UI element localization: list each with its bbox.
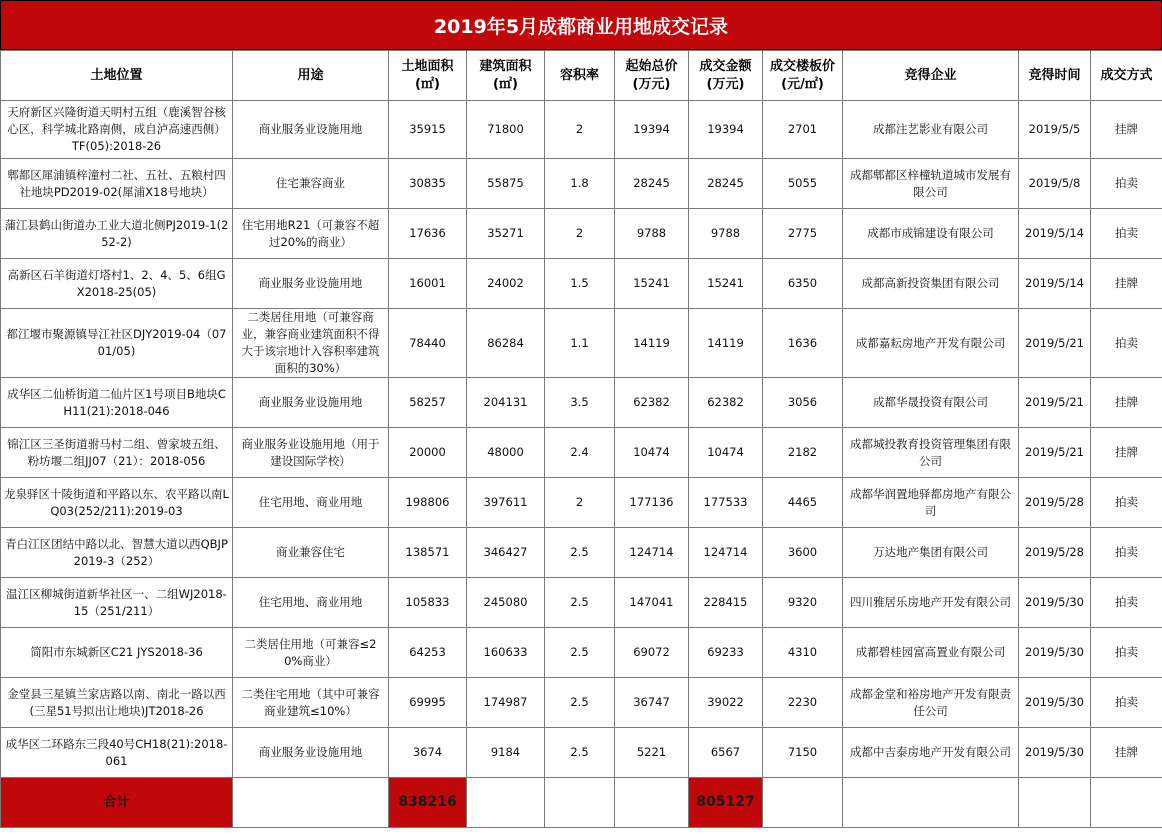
cell-plot-ratio: 2.5	[545, 678, 615, 728]
col-header-start-price: 起始总价(万元)	[615, 51, 689, 101]
page-title: 2019年5月成都商业用地成交记录	[0, 0, 1162, 50]
cell-building-area: 71800	[467, 101, 545, 159]
cell-usage: 商业服务业设施用地	[233, 259, 389, 309]
cell-date: 2019/5/30	[1019, 578, 1091, 628]
col-header-date: 竞得时间	[1019, 51, 1091, 101]
footer-deal-amount-total: 805127	[689, 778, 763, 828]
cell-land-area: 138571	[389, 528, 467, 578]
cell-usage: 住宅用地R21（可兼容不超过20%的商业）	[233, 209, 389, 259]
cell-deal-amount: 39022	[689, 678, 763, 728]
cell-method: 拍卖	[1091, 678, 1162, 728]
col-header-usage: 用途	[233, 51, 389, 101]
cell-date: 2019/5/30	[1019, 728, 1091, 778]
footer-blank-cell	[233, 778, 389, 828]
cell-method: 拍卖	[1091, 309, 1162, 378]
cell-floor-price: 2701	[763, 101, 843, 159]
cell-date: 2019/5/21	[1019, 428, 1091, 478]
cell-floor-price: 2230	[763, 678, 843, 728]
cell-start-price: 177136	[615, 478, 689, 528]
cell-winner: 成都郫都区梓橦轨道城市发展有限公司	[843, 159, 1019, 209]
cell-land-area: 58257	[389, 378, 467, 428]
cell-plot-ratio: 2.4	[545, 428, 615, 478]
cell-start-price: 147041	[615, 578, 689, 628]
cell-land-area: 78440	[389, 309, 467, 378]
cell-method: 拍卖	[1091, 528, 1162, 578]
cell-land-area: 64253	[389, 628, 467, 678]
cell-floor-price: 9320	[763, 578, 843, 628]
cell-winner: 成都城投教育投资管理集团有限公司	[843, 428, 1019, 478]
cell-location: 青白江区团结中路以北、智慧大道以西QBJP2019-3（252）	[1, 528, 233, 578]
cell-winner: 成都嘉耘房地产开发有限公司	[843, 309, 1019, 378]
cell-usage: 住宅用地、商业用地	[233, 578, 389, 628]
cell-plot-ratio: 1.8	[545, 159, 615, 209]
cell-plot-ratio: 1.1	[545, 309, 615, 378]
cell-usage: 商业服务业设施用地	[233, 728, 389, 778]
cell-building-area: 245080	[467, 578, 545, 628]
cell-date: 2019/5/14	[1019, 259, 1091, 309]
cell-location: 高新区石羊街道灯塔村1、2、4、5、6组GX2018-25(05)	[1, 259, 233, 309]
cell-land-area: 20000	[389, 428, 467, 478]
cell-building-area: 55875	[467, 159, 545, 209]
cell-deal-amount: 62382	[689, 378, 763, 428]
cell-start-price: 62382	[615, 378, 689, 428]
cell-location: 成华区二仙桥街道二仙片区1号项目B地块CH11(21):2018-046	[1, 378, 233, 428]
cell-method: 挂牌	[1091, 728, 1162, 778]
cell-start-price: 69072	[615, 628, 689, 678]
footer-blank-cell	[467, 778, 545, 828]
col-header-land-area: 土地面积(㎡)	[389, 51, 467, 101]
cell-floor-price: 2182	[763, 428, 843, 478]
table-row	[1, 478, 1162, 528]
col-header-deal-amount: 成交金额(万元)	[689, 51, 763, 101]
col-header-building-area: 建筑面积(㎡)	[467, 51, 545, 101]
cell-location: 龙泉驿区十陵街道和平路以东、农平路以南LQ03(252/211):2019-03	[1, 478, 233, 528]
cell-method: 拍卖	[1091, 578, 1162, 628]
cell-plot-ratio: 3.5	[545, 378, 615, 428]
cell-floor-price: 4465	[763, 478, 843, 528]
cell-start-price: 9788	[615, 209, 689, 259]
cell-floor-price: 4310	[763, 628, 843, 678]
cell-usage: 住宅用地、商业用地	[233, 478, 389, 528]
cell-location: 锦江区三圣街道驸马村二组、曾家坡五组、粉坊堰二组JJ07（21）：2018-056	[1, 428, 233, 478]
cell-land-area: 17636	[389, 209, 467, 259]
cell-start-price: 5221	[615, 728, 689, 778]
cell-floor-price: 5055	[763, 159, 843, 209]
cell-method: 拍卖	[1091, 159, 1162, 209]
cell-winner: 成都市成锦建设有限公司	[843, 209, 1019, 259]
table-row	[1, 159, 1162, 209]
cell-location: 天府新区兴隆街道天明村五组（鹿溪智谷核心区，科学城北路南侧，成自泸高速西侧）TF(05):2018-26	[1, 101, 233, 159]
cell-date: 2019/5/30	[1019, 628, 1091, 678]
cell-location: 温江区柳城街道新华社区一、二组WJ2018-15（251/211）	[1, 578, 233, 628]
table-row	[1, 259, 1162, 309]
cell-deal-amount: 124714	[689, 528, 763, 578]
col-header-winner: 竞得企业	[843, 51, 1019, 101]
cell-date: 2019/5/14	[1019, 209, 1091, 259]
cell-date: 2019/5/5	[1019, 101, 1091, 159]
table-body	[1, 101, 1162, 778]
cell-plot-ratio: 2	[545, 478, 615, 528]
cell-date: 2019/5/30	[1019, 678, 1091, 728]
cell-location: 简阳市东城新区C21 JYS2018-36	[1, 628, 233, 678]
table-row	[1, 728, 1162, 778]
table-footer-row	[1, 778, 1162, 828]
cell-building-area: 9184	[467, 728, 545, 778]
cell-building-area: 397611	[467, 478, 545, 528]
cell-land-area: 30835	[389, 159, 467, 209]
cell-start-price: 10474	[615, 428, 689, 478]
cell-winner: 成都注艺影业有限公司	[843, 101, 1019, 159]
cell-method: 挂牌	[1091, 101, 1162, 159]
footer-blank-cell	[763, 778, 843, 828]
cell-method: 挂牌	[1091, 378, 1162, 428]
cell-deal-amount: 6567	[689, 728, 763, 778]
cell-land-area: 105833	[389, 578, 467, 628]
cell-floor-price: 2775	[763, 209, 843, 259]
cell-winner: 成都碧桂园富高置业有限公司	[843, 628, 1019, 678]
footer-total-label: 合计	[1, 778, 233, 828]
cell-deal-amount: 19394	[689, 101, 763, 159]
table-row	[1, 428, 1162, 478]
footer-blank-cell	[1019, 778, 1091, 828]
col-header-location: 土地位置	[1, 51, 233, 101]
cell-plot-ratio: 2	[545, 209, 615, 259]
cell-building-area: 160633	[467, 628, 545, 678]
cell-location: 金堂县三星镇兰家店路以南、南北一路以西(三星51号拟出让地块)JT2018-26	[1, 678, 233, 728]
cell-usage: 商业服务业设施用地	[233, 378, 389, 428]
cell-start-price: 124714	[615, 528, 689, 578]
cell-winner: 成都高新投资集团有限公司	[843, 259, 1019, 309]
cell-deal-amount: 28245	[689, 159, 763, 209]
cell-method: 挂牌	[1091, 428, 1162, 478]
cell-plot-ratio: 2	[545, 101, 615, 159]
footer-blank-cell	[843, 778, 1019, 828]
cell-deal-amount: 10474	[689, 428, 763, 478]
table-row	[1, 378, 1162, 428]
cell-land-area: 69995	[389, 678, 467, 728]
cell-floor-price: 1636	[763, 309, 843, 378]
footer-blank-cell	[615, 778, 689, 828]
cell-winner: 四川雅居乐房地产开发有限公司	[843, 578, 1019, 628]
table-row	[1, 528, 1162, 578]
cell-method: 拍卖	[1091, 209, 1162, 259]
cell-building-area: 204131	[467, 378, 545, 428]
cell-usage: 二类居住用地（可兼容商业，兼容商业建筑面积不得大于该宗地计入容积率建筑面积的30%）	[233, 309, 389, 378]
cell-method: 拍卖	[1091, 478, 1162, 528]
footer-blank-cell	[545, 778, 615, 828]
cell-building-area: 86284	[467, 309, 545, 378]
cell-land-area: 3674	[389, 728, 467, 778]
cell-start-price: 19394	[615, 101, 689, 159]
cell-usage: 商业服务业设施用地（用于建设国际学校）	[233, 428, 389, 478]
land-deals-table	[0, 50, 1162, 828]
footer-blank-cell	[1091, 778, 1162, 828]
cell-floor-price: 7150	[763, 728, 843, 778]
cell-winner: 成都金堂和裕房地产开发有限责任公司	[843, 678, 1019, 728]
cell-floor-price: 6350	[763, 259, 843, 309]
cell-method: 挂牌	[1091, 259, 1162, 309]
cell-usage: 商业服务业设施用地	[233, 101, 389, 159]
cell-start-price: 36747	[615, 678, 689, 728]
col-header-plot-ratio: 容积率	[545, 51, 615, 101]
cell-start-price: 14119	[615, 309, 689, 378]
cell-plot-ratio: 2.5	[545, 528, 615, 578]
cell-winner: 成都华晟投资有限公司	[843, 378, 1019, 428]
cell-usage: 二类居住用地（可兼容≤20%商业）	[233, 628, 389, 678]
cell-plot-ratio: 2.5	[545, 578, 615, 628]
table-row	[1, 101, 1162, 159]
cell-building-area: 24002	[467, 259, 545, 309]
cell-method: 拍卖	[1091, 628, 1162, 678]
cell-deal-amount: 69233	[689, 628, 763, 678]
cell-floor-price: 3600	[763, 528, 843, 578]
cell-building-area: 346427	[467, 528, 545, 578]
table-row	[1, 678, 1162, 728]
cell-land-area: 198806	[389, 478, 467, 528]
cell-usage: 二类住宅用地（其中可兼容商业建筑≤10%）	[233, 678, 389, 728]
table-row	[1, 628, 1162, 678]
cell-deal-amount: 15241	[689, 259, 763, 309]
cell-plot-ratio: 2.5	[545, 628, 615, 678]
table-header-row	[1, 51, 1162, 101]
cell-start-price: 28245	[615, 159, 689, 209]
cell-plot-ratio: 2.5	[545, 728, 615, 778]
cell-location: 蒲江县鹤山街道办工业大道北侧PJ2019-1(252-2)	[1, 209, 233, 259]
cell-building-area: 35271	[467, 209, 545, 259]
cell-date: 2019/5/21	[1019, 378, 1091, 428]
cell-location: 都江堰市聚源镇导江社区DJY2019-04（0701/05)	[1, 309, 233, 378]
col-header-method: 成交方式	[1091, 51, 1162, 101]
col-header-floor-price: 成交楼板价(元/㎡)	[763, 51, 843, 101]
cell-deal-amount: 9788	[689, 209, 763, 259]
footer-land-area-total: 838216	[389, 778, 467, 828]
table-row	[1, 309, 1162, 378]
cell-usage: 住宅兼容商业	[233, 159, 389, 209]
table-row	[1, 209, 1162, 259]
cell-location: 成华区二环路东三段40号CH18(21):2018-061	[1, 728, 233, 778]
cell-location: 郫都区犀浦镇梓潼村二社、五社、五粮村四社地块PD2019-02(犀浦X18号地块）	[1, 159, 233, 209]
cell-date: 2019/5/8	[1019, 159, 1091, 209]
cell-winner: 成都华润置地驿都房地产有限公司	[843, 478, 1019, 528]
cell-deal-amount: 228415	[689, 578, 763, 628]
cell-winner: 万达地产集团有限公司	[843, 528, 1019, 578]
cell-start-price: 15241	[615, 259, 689, 309]
cell-deal-amount: 14119	[689, 309, 763, 378]
cell-plot-ratio: 1.5	[545, 259, 615, 309]
cell-usage: 商业兼容住宅	[233, 528, 389, 578]
cell-date: 2019/5/28	[1019, 478, 1091, 528]
cell-date: 2019/5/21	[1019, 309, 1091, 378]
cell-building-area: 174987	[467, 678, 545, 728]
cell-land-area: 35915	[389, 101, 467, 159]
cell-land-area: 16001	[389, 259, 467, 309]
cell-building-area: 48000	[467, 428, 545, 478]
table-row	[1, 578, 1162, 628]
cell-floor-price: 3056	[763, 378, 843, 428]
cell-winner: 成都中吉泰房地产开发有限公司	[843, 728, 1019, 778]
cell-deal-amount: 177533	[689, 478, 763, 528]
cell-date: 2019/5/28	[1019, 528, 1091, 578]
